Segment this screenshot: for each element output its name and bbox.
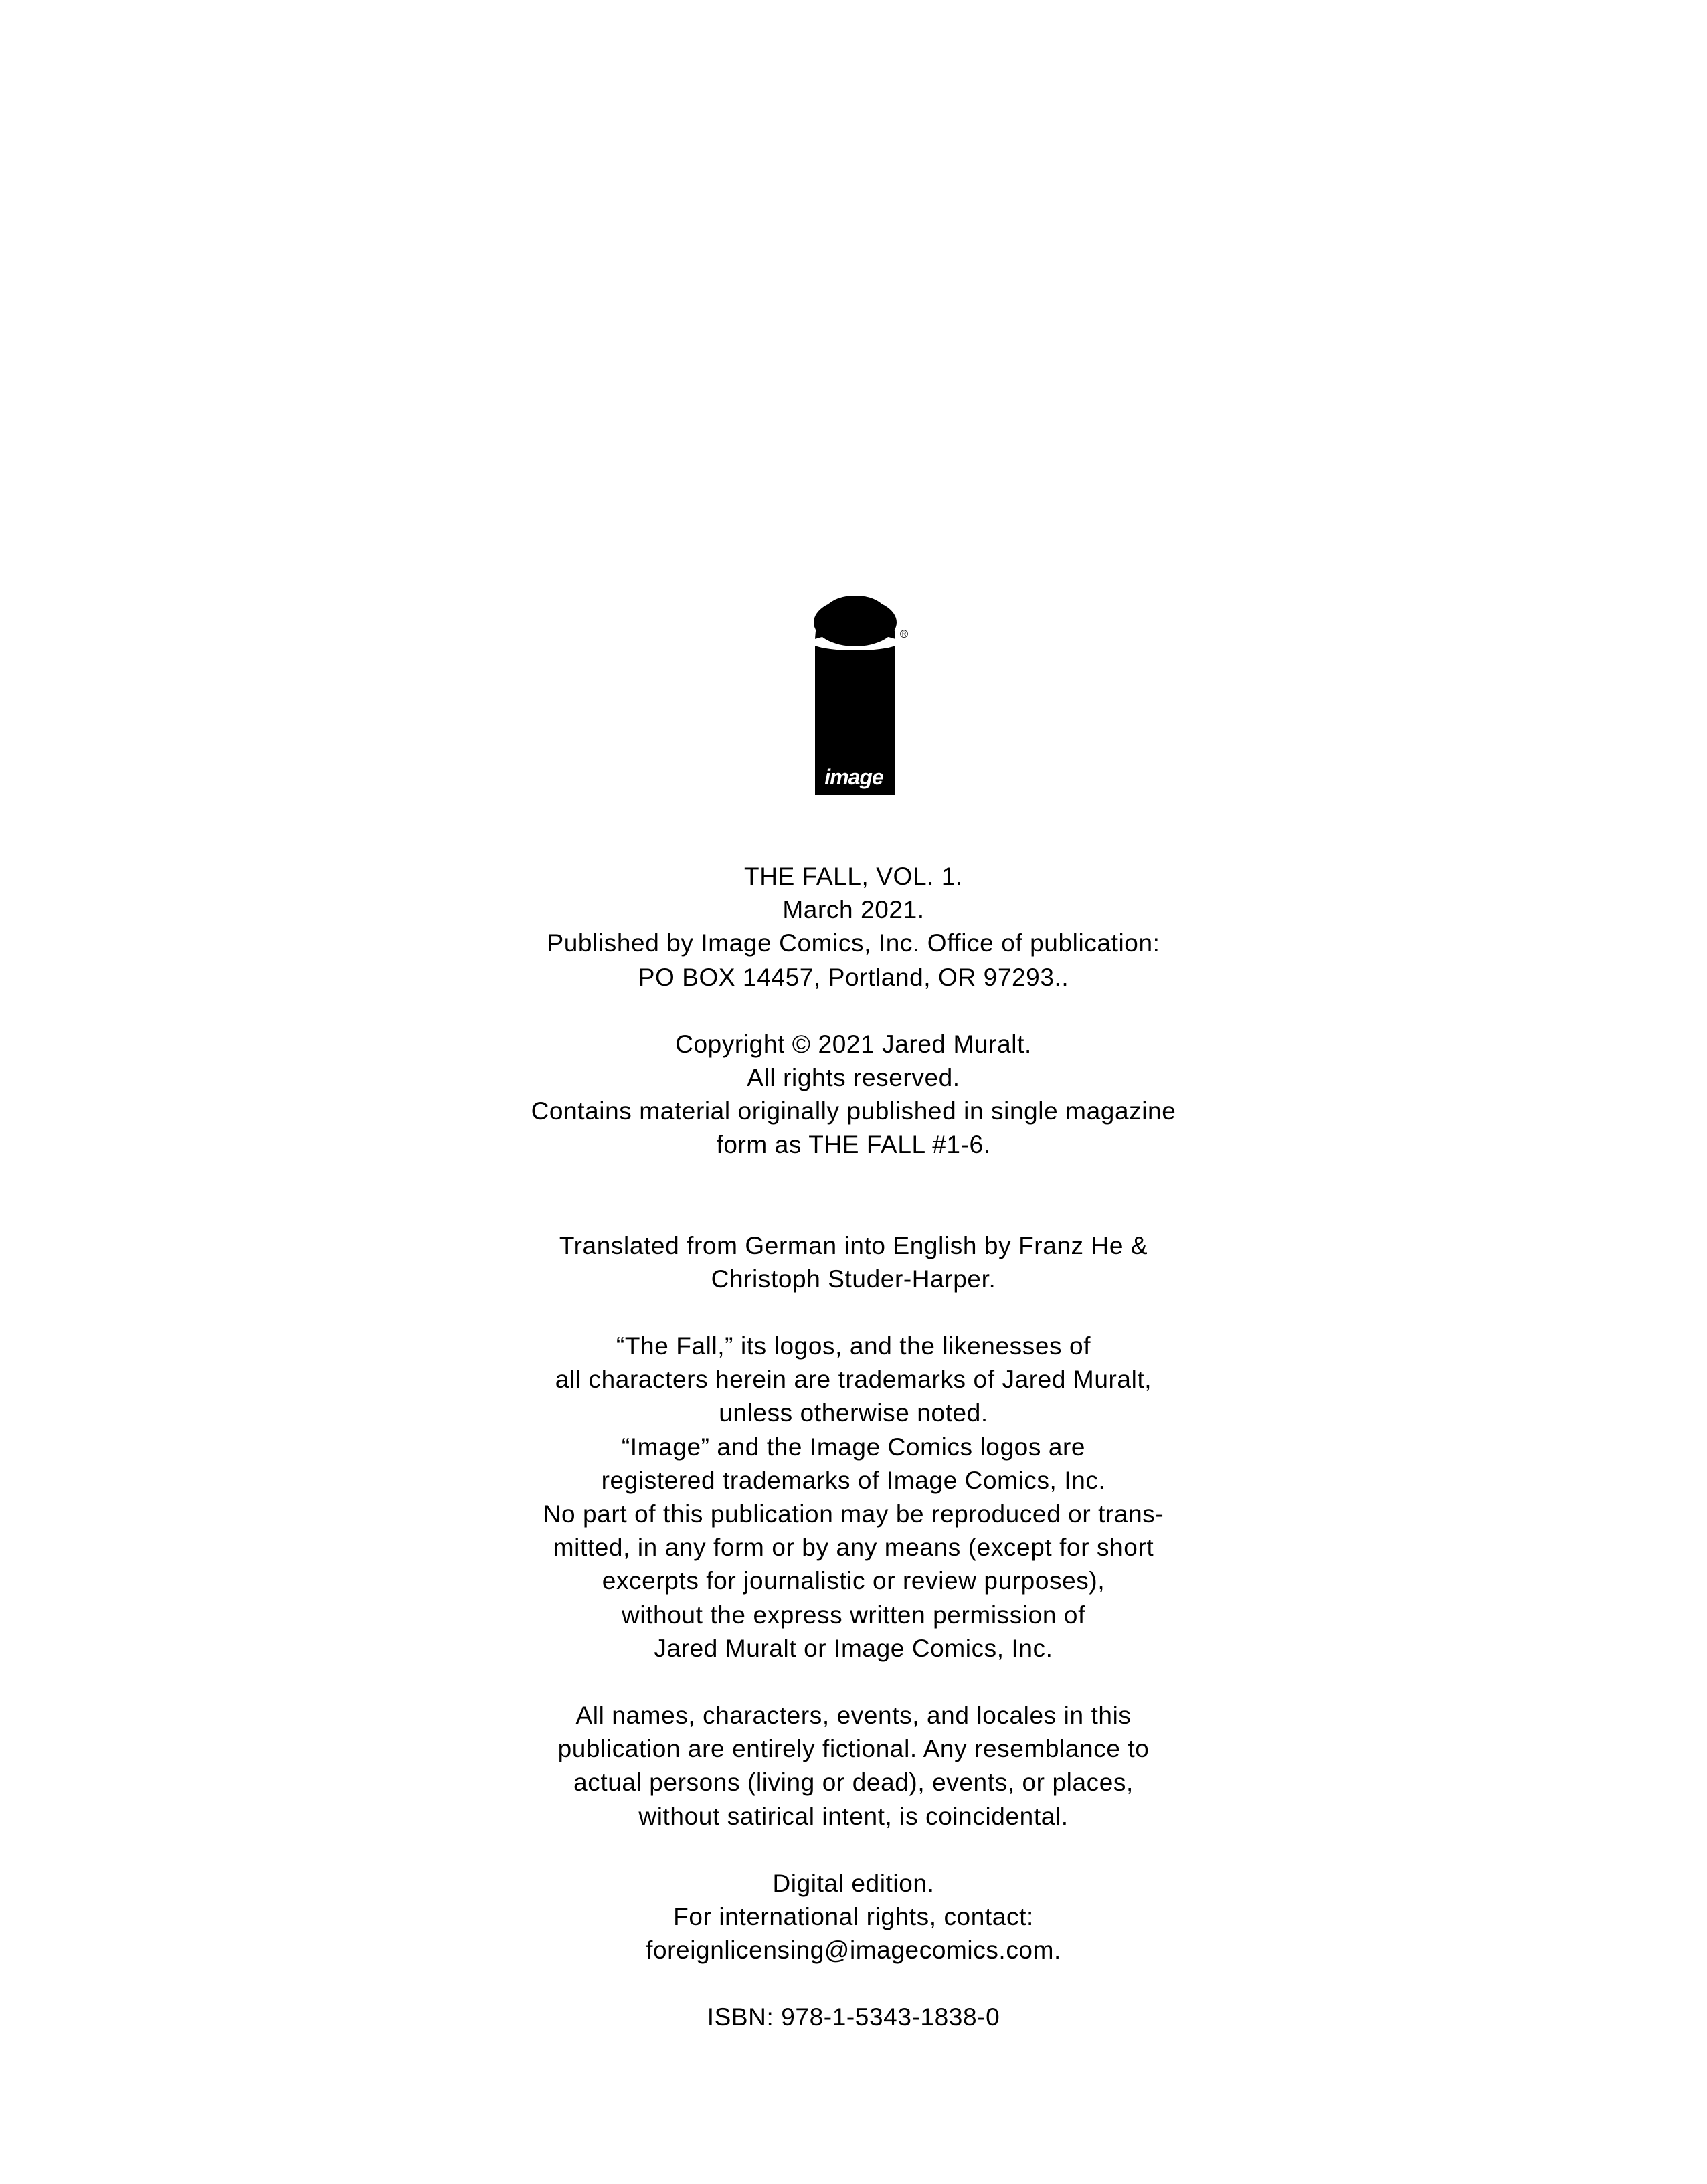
copyright-notice bbox=[401, 1028, 1306, 1162]
spacer bbox=[401, 1833, 1306, 1867]
copyright-colophon bbox=[401, 860, 1306, 2035]
trademark-line: “The Fall,” its logos, and the likenesses of bbox=[616, 1332, 1091, 1360]
translation-credit bbox=[401, 1229, 1306, 1296]
rights-reserved-line: All rights reserved. bbox=[747, 1064, 960, 1092]
spacer bbox=[401, 1967, 1306, 2001]
spacer bbox=[401, 1665, 1306, 1699]
spacer bbox=[401, 1296, 1306, 1330]
isbn: ISBN: 978-1-5343-1838-0 bbox=[707, 2003, 1000, 2031]
rights-contact-line: For international rights, contact: bbox=[673, 1903, 1034, 1931]
trademark-line: all characters herein are trademarks of Jared Muralt, bbox=[555, 1366, 1152, 1394]
logo-wordmark: image bbox=[824, 765, 883, 789]
trademark-notice bbox=[401, 1330, 1306, 1665]
copyright-line: Copyright © 2021 Jared Muralt. bbox=[675, 1030, 1032, 1058]
book-title: THE FALL, VOL. 1. bbox=[744, 862, 963, 890]
spacer bbox=[401, 994, 1306, 1028]
trademark-line: registered trademarks of Image Comics, Inc. bbox=[601, 1466, 1106, 1494]
trademark-line: unless otherwise noted. bbox=[719, 1399, 988, 1427]
fiction-disclaimer bbox=[401, 1699, 1306, 1833]
trademark-line: mitted, in any form or by any means (except for short bbox=[553, 1534, 1154, 1562]
publication-date: March 2021. bbox=[782, 896, 925, 924]
original-publication-line: form as THE FALL #1-6. bbox=[716, 1131, 991, 1159]
registered-mark: ® bbox=[899, 628, 909, 640]
translation-line: Translated from German into English by Franz He & bbox=[559, 1231, 1148, 1259]
disclaimer-line: All names, characters, events, and locales in this bbox=[575, 1702, 1132, 1730]
trademark-line: Jared Muralt or Image Comics, Inc. bbox=[654, 1634, 1053, 1662]
disclaimer-line: without satirical intent, is coincidental. bbox=[638, 1802, 1069, 1830]
edition-line: Digital edition. bbox=[772, 1869, 935, 1897]
publisher-logo bbox=[808, 596, 915, 803]
isbn-block bbox=[401, 2001, 1306, 2034]
image-comics-logo-icon bbox=[808, 596, 915, 803]
trademark-line: No part of this publication may be reproduced or trans- bbox=[543, 1500, 1164, 1528]
trademark-line: excerpts for journalistic or review purposes), bbox=[602, 1567, 1105, 1595]
publication-info bbox=[401, 860, 1306, 994]
contact-email[interactable]: foreignlicensing@imagecomics.com. bbox=[646, 1936, 1061, 1965]
trademark-line: “Image” and the Image Comics logos are bbox=[621, 1433, 1086, 1461]
translation-line: Christoph Studer-Harper. bbox=[711, 1265, 996, 1293]
rights-contact bbox=[401, 1867, 1306, 1968]
disclaimer-line: actual persons (living or dead), events, or places, bbox=[573, 1768, 1134, 1797]
spacer bbox=[401, 1162, 1306, 1229]
publisher-address: PO BOX 14457, Portland, OR 97293.. bbox=[638, 963, 1069, 991]
original-publication-line: Contains material originally published in single magazine bbox=[531, 1097, 1176, 1125]
publisher-line: Published by Image Comics, Inc. Office of publication: bbox=[547, 929, 1160, 958]
disclaimer-line: publication are entirely fictional. Any resemblance to bbox=[557, 1735, 1150, 1763]
trademark-line: without the express written permission of bbox=[622, 1601, 1085, 1629]
